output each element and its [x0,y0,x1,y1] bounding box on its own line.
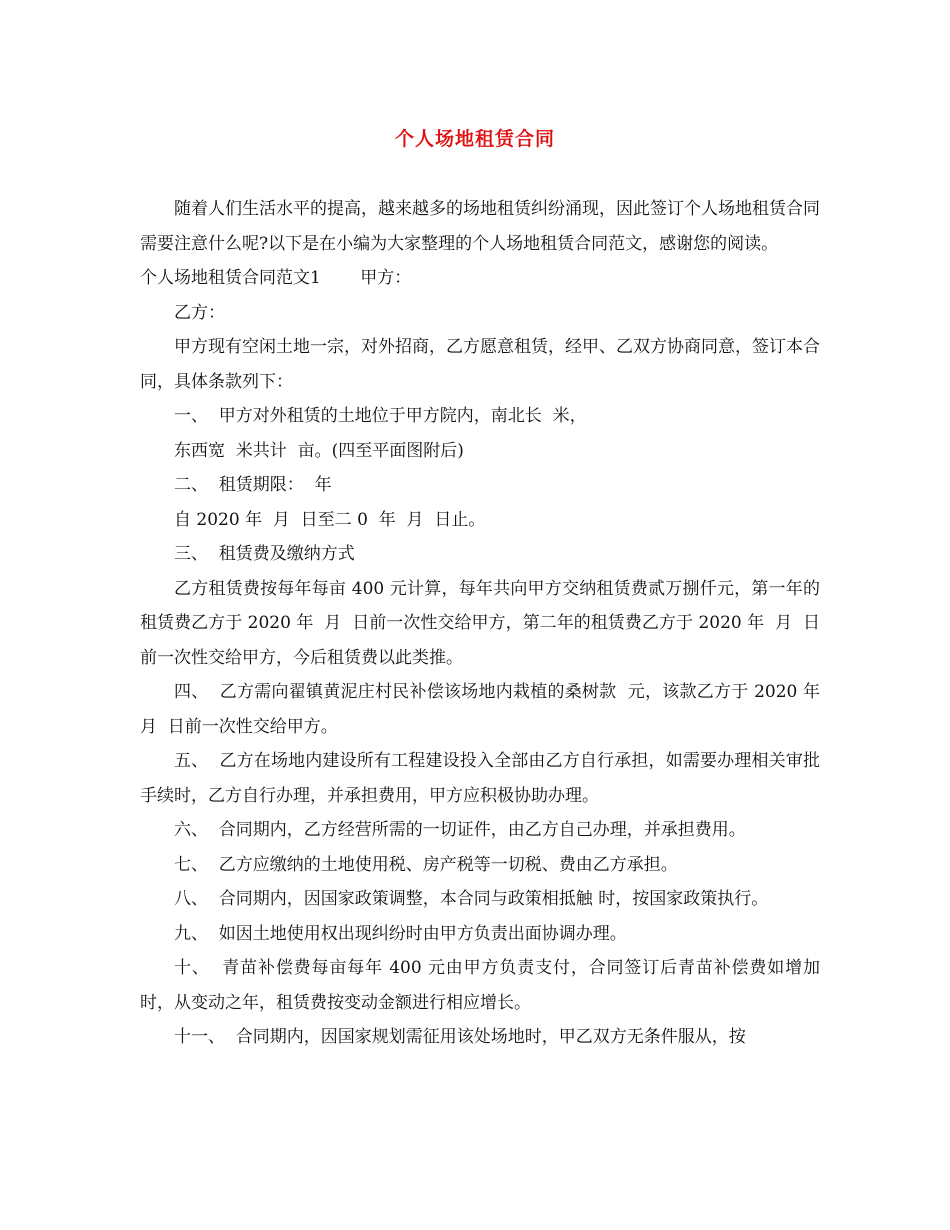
clause-6: 六、 合同期内，乙方经营所需的一切证件，由乙方自己办理，并承担费用。 [174,820,746,840]
clause-4: 四、 乙方需向翟镇黄泥庄村民补偿该场地内栽植的桑树款 元，该款乙方于 2020 年 月 日前一次性交给甲方。 [140,682,831,737]
clause-5: 五、 乙方在场地内建设所有工程建设投入全部由乙方自行承担，如需要办理相关审批手续时，乙方自行办理，并承担费用，甲方应积极协助办理。 [140,751,820,806]
party-b-line: 乙方： [174,302,225,323]
clause-11: 十一、 合同期内，因国家规划需征用该处场地时，甲乙双方无条件服从，按 [174,1027,746,1047]
preamble-paragraph: 甲方现有空闲土地一宗，对外招商，乙方愿意租赁，经甲、乙双方协商同意，签订本合同，具体条款列下： [140,337,820,392]
clause-3: 三、 租赁费及缴纳方式 [174,544,355,564]
clause-10: 十、 青苗补偿费每亩每年 400 元由甲方负责支付，合同签订后青苗补偿费如增加时，从变动之年，租赁费按变动金额进行相应增长。 [140,958,820,1013]
document-body [140,192,831,1055]
clause-1-continued: 东西宽 米共计 亩。(四至平面图附后) [174,440,464,461]
document-title: 个人场地租赁合同 [394,128,555,150]
clause-8: 八、 合同期内，因国家政策调整，本合同与政策相抵触 时，按国家政策执行。 [174,889,769,909]
template-heading-line: 个人场地租赁合同范文1 甲方： [140,268,412,288]
clause-2: 二、 租赁期限： 年 [174,475,332,495]
intro-paragraph: 随着人们生活水平的提高，越来越多的场地租赁纠纷涌现，因此签订个人场地租赁合同需要注意什么呢?以下是在小编为大家整理的个人场地租赁合同范文，感谢您的阅读。 [140,199,820,254]
clause-9: 九、 如因土地使用权出现纠纷时由甲方负责出面协调办理。 [174,923,627,944]
clause-1: 一、 甲方对外租赁的土地位于甲方院内，南北长 米， [174,406,587,426]
clause-7: 七、 乙方应缴纳的土地使用税、房产税等一切税、费由乙方承担。 [174,854,678,875]
clause-2-dates: 自 2020 年 月 日至二 0 年 月 日止。 [174,509,486,530]
clause-3-detail: 乙方租赁费按每年每亩 400 元计算，每年共向甲方交纳租赁费贰万捌仟元，第一年的租赁费乙方于 2020 年 月 日前一次性交给甲方，第二年的租赁费乙方于 2020 年 月 日前一次性交给甲方，今后租赁费以此类推。 [140,578,820,668]
